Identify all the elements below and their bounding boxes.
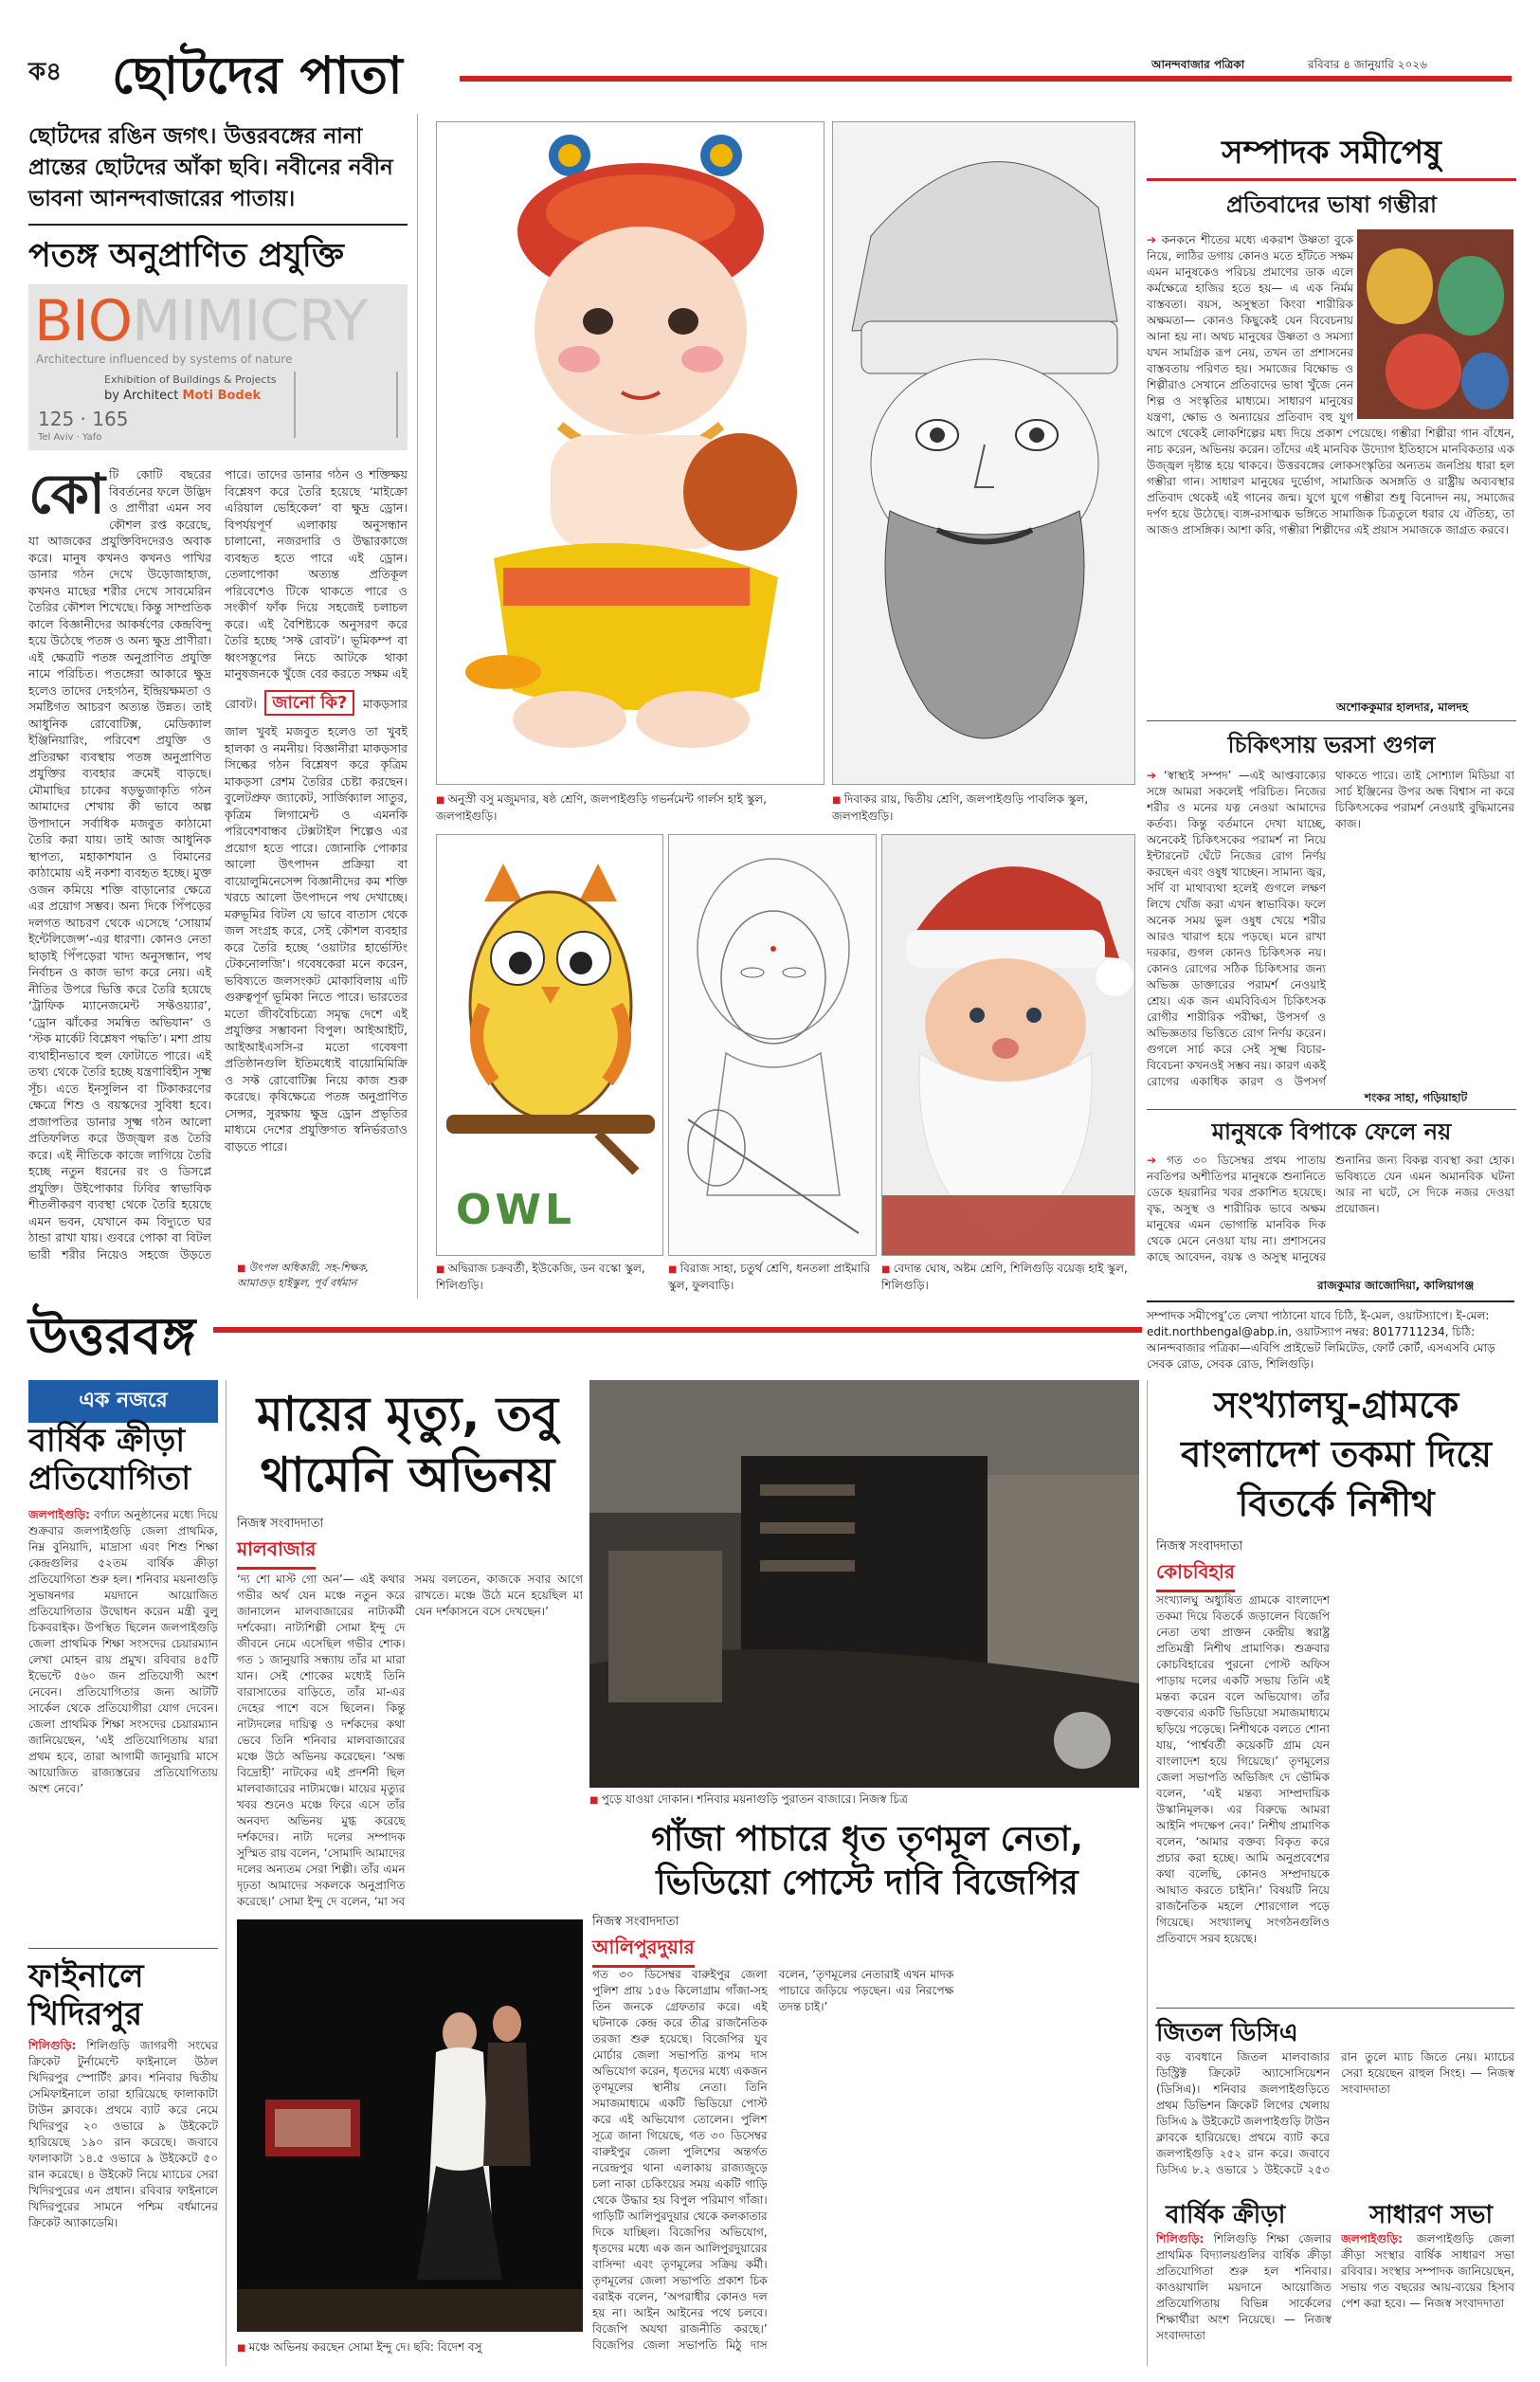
fire-photo <box>589 1380 1139 1788</box>
letter1-title: প্রতিবাদের ভাষা গম্ভীরা <box>1225 191 1438 218</box>
fire-caption: ■ পুড়ে যাওয়া দোকান। শনিবার ময়নাগুড়ি পুরাতন বাজারে। নিজস্ব চিত্র <box>589 1791 1139 1809</box>
goddess-drawing <box>668 834 877 1256</box>
mother-headline: মায়ের মৃত্যু, তবু থামেনি অভিনয় <box>256 1387 559 1502</box>
general-meeting-body: জলপাইগুড়ি: জলপাইগুড়ি জেলা ক্রীড়া সংস্থার বার্ষিক সাধারণ সভা রবিবার। সংস্থার সম্পাদক জানিয়েছেন, সভায় গত বছরের আয়-ব্যয়ের হিসাব পেশ করা হবে। — নিজস্ব সংবাদদাতা <box>1341 2232 1514 2310</box>
ganja-headline: গাঁজা পাচারে ধৃত তৃণমূল নেতা, ভিডিয়ো পোস্টে দাবি বিজেপির <box>651 1820 1083 1902</box>
brief1-body: জলপাইগুড়ি: বর্ণাঢ্য অনুষ্ঠানের মধ্যে দিয়ে শুক্রবার জলপাইগুড়ি জেলা প্রাথমিক, নিম্ন বুনিয়াদি, মাদ্রাসা এবং শিশু শিক্ষা কেন্দ্রগুলির ৫২তম বার্ষিক ক্রীড়া প্রতিযোগিতা শুরু হল। শনিবার ময়নাগুড়ি সুভাষনগর ময়দানে আয়োজিত প্রতিযোগিতার উদ্বোধন করেন মন্ত্রী বুলু চিকবরাইক। উপস্থিত ছিলেন জলপাইগুড়ি জেলা প্রাথমিক শিক্ষা সংসদের চেয়ারম্যান লেখা মোহন রায় প্রমুখ। রবিবার ৪৫টি ইভেন্টে ৫৬০ জন প্রতিযোগী অংশ নেবেন। প্রতিযোগিতার জন্য আটটি সার্কেল থেকে প্রতিযোগীরা যোগ দেবেন। জেলা প্রাথমিক শিক্ষা সংসদের চেয়ারম্যান জানিয়েছেন, ‘এই প্রতিযোগিতায় যারা প্রথম হবে, তারা আগামী জানুয়ারি মাসে আয়োজিত রাজ্যস্তরের প্রতিযোগিতায় অংশ নেবে।’ <box>28 1508 218 1795</box>
biomimicry-poster <box>28 284 408 450</box>
letter3-sign: রাজকুমার জাজোদিয়া, কালিয়াগঞ্জ <box>1317 1279 1475 1292</box>
oldman-caption: ■ দিবাকর রায়, দ্বিতীয় শ্রেণি, জলপাইগুড়ি পাবলিক স্কুল, জলপাইগুড়ি। <box>832 791 1135 824</box>
brief1-place: জলপাইগুড়ি: <box>28 1508 90 1521</box>
page-number: ক৪ <box>28 58 63 86</box>
letter2-title: চিকিৎসায় ভরসা গুগল <box>1227 732 1436 758</box>
patanga-headline: পতঙ্গ অনুপ্রাণিত প্রযুক্তি <box>28 237 344 275</box>
krishna-caption: ■ অনুস্রী বসু মজুমদার, ষষ্ঠ শ্রেণি, জলপাইগুড়ি গভর্নমেন্ট গার্লস হাই স্কুল, জলপাইগুড়ি। <box>436 791 824 824</box>
minority-place: কোচবিহার <box>1156 1558 1235 1592</box>
jano-ki-body: মাকড়সার জাল খুবই মজবুত হলেও তা খুবই হালকা ও নমনীয়। বিজ্ঞানীরা মাকড়সার সিল্কের গঠন বিশ্লেষণ করে কৃত্রিম মাকড়সা রেশম তৈরির চেষ্টা করছেন। বুলেটপ্রুফ জ্যাকেট, সার্জিক্যাল সাতুর, কৃত্রিম লিগামেন্ট ও এমনকি পরিবেশবান্ধব টেক্সটাইল শিল্পেও এর প্রয়োগ হতে পারে। জোনাকি পোকার আলো উৎপাদন প্রক্রিয়া বা বায়োলুমিনেসেন্স বিজ্ঞানীদের কম শক্তি খরচে আলো উৎপাদনে পথ দেখাচ্ছে। মরুভূমির বিটল যে ভাবে বাতাস থেকে জল সংগ্রহ করে, সেই কৌশল ব্যবহার করে তৈরি হচ্ছে ‘ওয়াটার হার্ভেস্টিং টেকনোলজি’। গবেষকেরা মনে করেন, ভবিষ্যতে জলসংকট মোকাবিলায় এটি গুরুত্বপূর্ণ ভূমিকা নিতে পারে। ভারতের মতো জীববৈচিত্র্যে সমৃদ্ধ দেশে এই প্রযুক্তির সম্ভাবনা বিপুল। আইআইটি, আইআইএসসি-র মতো গবেষণা প্রতিষ্ঠানগুলি ইতিমধ্যেই বায়োমিমিক্রি ও সফ্ট রোবোটিক্স নিয়ে কাজ শুরু করেছে। কৃষিক্ষেত্রে পতঙ্গ অনুপ্রাণিত সেন্সর, সুরক্ষায় ক্ষুদ্র ড্রোন প্রভৃতির মাধ্যমে দেশের প্রযুক্তিগত স্বনির্ভরতাও বাড়তে পারে। <box>225 696 408 1154</box>
issue-date: রবিবার ৪ জানুয়ারি ২০২৬ <box>1308 58 1427 71</box>
mother-place: মালবাজার <box>237 1536 316 1570</box>
patanga-article <box>28 466 408 1272</box>
ganja-reporter: নিজস্ব সংবাদদাতা <box>592 1915 679 1929</box>
brief-tab: এক নজরে <box>28 1380 218 1423</box>
goddess-caption: ■ বিরাজ সাহা, চতুর্থ শ্রেণি, ধনতলা প্রাইমারি স্কুল, ফুলবাড়ি। <box>668 1261 872 1293</box>
brief2-title: ফাইনালে খিদিরপুর <box>28 1957 144 2033</box>
dca-body: বড় ব্যবধানে জিতল মালবাজার ডিস্ট্রিক্ট ক্রিকেট অ্যাসোসিয়েশন (ডিসিএ)। শনিবার জলপাইগুড়িতে প্রথম ডিভিশন ক্রিকেট লিগের খেলায় ডিসিএ ৯ উইকেটে জলপাইগুড়ি টাউন ক্লাবকে হারিয়েছে। প্রথমে ব্যাট করে জলপাইগুড়ি ২৫২ রান করে। জবাবে ডিসিএ ৮.২ ওভারে ১ উইকেটে ২৫৩ রান তুলে ম্যাচ জিতে নেয়। ম্যাচের সেরা হয়েছেন রাহুল সিংহ। — নিজস্ব সংবাদদাতা <box>1156 2050 1514 2176</box>
poster-by: by Architect <box>104 389 179 403</box>
paper-name: আনন্দবাজার পত্রিকা <box>1151 58 1245 71</box>
letter-divider-2 <box>1147 1109 1516 1110</box>
owl-caption: ■ অদ্বিরাজ চক্রবর্তী, ইউকেজি, ডন বস্কো স্কুল, শিলিগুড়ি। <box>436 1261 654 1293</box>
letter-divider-1 <box>1147 720 1516 721</box>
sports-title: বার্ষিক ক্রীড়া <box>1166 2201 1286 2229</box>
minority-body: সংখ্যালঘু অধ্যুষিত গ্রামকে বাংলাদেশ তকমা দিয়ে বিতর্কে জড়ালেন বিজেপি নেতা তথা প্রাক্তন কেন্দ্রীয় স্বরাষ্ট্র প্রতিমন্ত্রী নিশীথ প্রামাণিক। শুক্রবার কোচবিহারের পুরনো পোস্ট অফিস পাড়ায় দলের একটি সভায় তিনি এই মন্তব্য করেন বলে অভিযোগ। তাঁর বক্তব্যের একটি ভিডিয়ো সমাজমাধ্যমে ছড়িয়ে পড়েছে। নিশীথকে বলতে শোনা যায়, ‘পার্শ্ববর্তী কয়েকটি গ্রাম যেন বাংলাদেশ হয়ে গিয়েছে।’ তৃণমূলের জেলা সভাপতি অভিজিৎ দে ভৌমিক বলেন, ‘এই মন্তব্য সাম্প্রদায়িক উস্কানিমূলক। এর বিরুদ্ধে আমরা আইনি পদক্ষেপ নেব।’ নিশীথ প্রামাণিক বলেন, ‘আমার বক্তব্য বিকৃত করে প্রচার করা হচ্ছে। আমি অনুপ্রবেশের কথা বলেছি, কোনও সম্প্রদায়কে আঘাত করতে চাইনি।’ বিষয়টি নিয়ে রাজনৈতিক মহলে শোরগোল পড়ে গিয়েছে। সংখ্যালঘু সংগঠনগুলিও প্রতিবাদে সরব হয়েছে। <box>1156 1593 1330 1945</box>
col-divider-3 <box>1147 1380 1148 2366</box>
poster-architect: Moti Bodek <box>182 389 262 403</box>
letter2-body: ➔ ‘স্বাস্থ্যই সম্পদ’ —এই আপ্তবাক্যের সঙ্গে আমরা সকলেই পরিচিত। নিজের শরীর ও মনের যত্ন নেওয়া আমাদের কর্তব্য। কিন্তু বর্তমানে দেখা যাচ্ছে, অনেকেই চিকিৎসকের পরামর্শ না নিয়ে ইন্টারনেট ঘেঁটে নিজের রোগ নির্ণয় করছেন এবং ওষুধ খাচ্ছেন। সামান্য জ্বর, সর্দি বা মাথাব্যথা হলেই গুগলে লক্ষণ লিখে খোঁজ করা এখন স্বাভাবিক। ফলে অনেক সময় ভুল ওষুধ খেয়ে শরীর আরও খারাপ হয়ে পড়ছে। মনে রাখা দরকার, গুগল কোনও চিকিৎসক নয়। কোনও রোগের সঠিক চিকিৎসার জন্য অভিজ্ঞ ডাক্তারের পরামর্শ নেওয়াই শ্রেয়। এক জন এমবিবিএস চিকিৎসক রোগীর শারীরিক পরীক্ষা, উপসর্গ ও অভিজ্ঞতার ভিত্তিতে রোগ নির্ণয় করেন। গুগলে সার্চ করে সেই সূক্ষ্ম বিচার-বিবেচনা কখনওই সম্ভব নয়। কারণ একই রোগের একাধিক কারণ ও উপসর্গ থাকতে পারে। তাই সোশ্যাল মিডিয়া বা সার্চ ইঞ্জিনের উপর অন্ধ বিশ্বাস না করে চিকিৎসকের পরামর্শ নেওয়াই বুদ্ধিমানের কাজ। <box>1147 769 1514 1088</box>
minority-reporter: নিজস্ব সংবাদদাতা <box>1156 1539 1243 1554</box>
intro-text: ছোটদের রঙিন জগৎ। উত্তরবঙ্গের নানা প্রান্তের ছোটদের আঁকা ছবি। নবীনের নবীন ভাবনা আনন্দবাজারের পাতায়। <box>28 124 393 211</box>
uttarbanga-title: উত্তরবঙ্গ <box>28 1306 196 1366</box>
poster-subtitle: Architecture influenced by systems of nature <box>36 353 293 366</box>
jano-ki-label: জানো কি? <box>264 690 354 717</box>
section-title: ছোটদের পাতা <box>112 45 403 105</box>
poster-place: Tel Aviv · Yafo <box>38 432 102 443</box>
minority-headline: সংখ্যালঘু-গ্রামকে বাংলাদেশ তকমা দিয়ে বিতর্কে নিশীথ <box>1181 1384 1492 1524</box>
patanga-byline: ■ উৎপল অধিকারী, সহ-শিক্ষক, আমাগুড় হাইস্কুল, পূর্ব বর্ধমান <box>237 1261 408 1290</box>
poster-title-a: BIO <box>34 288 133 355</box>
patanga-body: টি কোটি বছরের বিবর্তনের ফলে উদ্ভিদ ও প্রাণীরা এমন সব কৌশল রপ্ত করেছে, যা আজকের প্রযুক্তিবিদদেরও অবাক করে। মানুষ কখনও কখনও পাখির ডানার গঠন দেখে উড়োজাহাজ, কখনও মাছের শরীর দেখে সাবমেরিন তৈরির কৌশল শিখেছে। কিন্তু সাম্প্রতিক কালে বিজ্ঞানীদের আকর্ষণের কেন্দ্রবিন্দু হয়ে উঠেছে পতঙ্গ ও অন্য ক্ষুদ্র প্রাণীরা। এই ক্ষেত্রটি পতঙ্গ অনুপ্রাণিত প্রযুক্তি নামে পরিচিত। পতঙ্গেরা আকারে ক্ষুদ্র হলেও তাদের দেহগঠন, ইন্দ্রিয়ক্ষমতা ও সমষ্টিগত আচরণ অত্যন্ত উন্নত। তাই আধুনিক রোবোটিক্স, মেডিক্যাল ইঞ্জিনিয়ারিং, পরিবেশ প্রযুক্তি ও প্রতিরক্ষা ব্যবস্থায় পতঙ্গ অনুপ্রাণিত প্রযুক্তির ব্যবহার ক্রমেই বাড়ছে। মৌমাছির চাকের ষড়ভুজাকৃতি গঠন আমাদের শেখায় কী ভাবে অল্প উপাদানে সর্বাধিক মজবুত কাঠামো তৈরি করা যায়। তাই আজ আধুনিক স্থাপত্য, মহাকাশযান ও বিমানের কাঠামোয় এই নকশা ব্যবহৃত হচ্ছে। মুক্ত ওজন কমিয়ে শক্তি বাড়ানোর ক্ষেত্রে এর প্রয়োগ সম্ভব। অন্য দিকে পিঁপড়ের দলগত আচরণ থেকে এসেছে ‘সোয়ার্ম ইন্টেলিজেন্স’-এর ধারণা। কোনও নেতা ছাড়াই পিঁপড়েরা খাদ্য অনুসন্ধান, পথ নির্বাচন ও কাজ ভাগ করে নেয়। এই নীতির উপরে ভিত্তি করে তৈরি হয়েছে ‘ট্রাফিক ম্যানেজমেন্ট সফ্টওয়্যার’, ‘ড্রোন ঝাঁকের সমন্বিত অভিযান’ ও ‘স্টক মার্কেট বিশ্লেষণ পদ্ধতি’। মশা প্রায় ব্যথাহীনভাবে হুল ফোটাতে পারে। এই তথ্য থেকে তৈরি হচ্ছে যন্ত্রণাবিহীন সূক্ষ্ম সূঁচ। এতে ইনসুলিন বা টিকাকরণের ক্ষেত্রে শিশু ও বয়স্কদের সুবিধা হবে। প্রজাপতির ডানার সূক্ষ্ম গঠন আলো প্রতিফলিত করে উজ্জ্বল রঙ তৈরি করে। এই নীতিকে কাজে লাগিয়ে তৈরি হচ্ছে নতুন ধরনের রং ও ডিসপ্লে প্রযুক্তি। উইপোকার ঢিবির স্বাভাবিক শীতলীকরণ ব্যবস্থা থেকে তৈরি হয়েছে এমন ভবন, যেখানে কম বিদ্যুতে ঘর ঠান্ডা রাখা যায়। গুবরে পোকা বা বিটল ভারী শরীর নিয়েও সহজে উড়তে পারে। তাদের ডানার গঠন ও শক্তিক্ষয় বিশ্লেষণ করে তৈরি হয়েছে ‘মাইক্রো এরিয়াল ভেহিকেল’ বা ক্ষুদ্র ড্রোন। বিপর্যয়পূর্ণ এলাকায় অনুসন্ধান চালানো, নজরদারি ও উদ্ধারকাজে ব্যবহৃত হতে পারে এই ড্রোন। তেলাপোকা অত্যন্ত প্রতিকূল পরিবেশেও টিকে থাকতে পারে ও সংকীর্ণ ফাঁক দিয়ে সহজেই চলাচল করে। এই বৈশিষ্ট্যকে অনুসরণ করে তৈরি হচ্ছে ‘সফ্ট রোবট’। ভূমিকম্প বা ধ্বংসস্তূপের নিচে আটকে থাকা মানুষজনকে খুঁজে বের করতে সক্ষম এই রোবট। <box>28 467 408 1262</box>
editorial-head: সম্পাদক সমীপেষু <box>1222 134 1441 172</box>
brief1-title: বার্ষিক ক্রীড়া প্রতিযোগিতা <box>28 1422 191 1498</box>
sports-place: শিলিগুড়ি: <box>1156 2232 1205 2246</box>
letter2-sign: শংকর সাহা, গড়িয়াহাট <box>1365 1091 1468 1104</box>
letter3-body: ➔ গত ৩০ ডিসেম্বর প্রথম পাতায় নবতিপর অশীতিপর মানুষকে শুনানিতে ডেকে হয়রানির খবর প্রকাশিত হয়েছে। বৃদ্ধ, অসুস্থ ও শারীরিক ভাবে অক্ষম মানুষের এমন ভোগান্তি মানবিক দিক থেকে মেনে নেওয়া যায় না। প্রশাসনের কাছে আবেদন, বয়স্ক ও অসুস্থ মানুষের শুনানির জন্য বিকল্প ব্যবস্থা করা হোক। ভবিষ্যতে যেন এমন অমানবিক ঘটনা আর না ঘটে, সে দিকে নজর দেওয়া প্রয়োজন। <box>1147 1154 1514 1264</box>
oldman-drawing <box>832 121 1135 785</box>
brief2-place: শিলিগুড়ি: <box>28 2039 77 2052</box>
poster-columns-graphic <box>294 372 398 438</box>
editorial-footer-note: সম্পাদক সমীপেষু’তে লেখা পাঠানো যাবে চিঠি, ই-মেল, ওয়াটস্যাপে। ই-মেল: edit.northbengal@abp.in, ওয়াটস্যাপ নম্বর: 8017711234, চিঠি: আনন্দবাজার পত্রিকা—এবিপি প্রাইভেট লিমিটেড, ফোর্ট কোর্ট, এসএসবি মোড় সেবক রোড, সেবক রোড, শিলিগুড়ি। <box>1147 1300 1514 1373</box>
general-meeting-title: সাধারণ সভা <box>1369 2201 1493 2229</box>
ganja-place: আলিপুরদুয়ার <box>592 1934 695 1968</box>
dropcap: কো <box>28 466 105 526</box>
owl-text: OWL <box>456 1186 575 1234</box>
letter1-sign: অশোককুমার হালদার, মালদহ <box>1336 700 1469 714</box>
stage-caption: ■ মঞ্চে অভিনয় করছেন সোমা ইন্দু দে। ছবি: বিদেশ বসু <box>237 2339 583 2356</box>
letter1-body: ➔ কনকনে শীতের মধ্যে একরাশ উষ্ণতা বুকে নিয়ে, লাঠির ডগায় কোনও মতে হাঁটতে সক্ষম এমন মানুষকেও পরিচয় প্রমাণের ডাক এলে কর্মক্ষেত্রে হাজির হতে হয়— এ এক নির্মম বাস্তবতা। বয়স, অসুস্থতা কিংবা শারীরিক অক্ষমতা— কোনও কিছুকেই যেন বিবেচনায় আনা হয় না। অথচ মানুষের উষ্ণতা ও সমস্যা যখন সামগ্রিক রূপ নেয়, তখন তা প্রশাসনের বাস্তবতায় পরিণত হয়। সমাজের বিক্ষোভ ও শিল্পীরাও সেখানে প্রতিবাদের ভাষা খুঁজে নেন শিল্প ও সংস্কৃতির মাধ্যমে। সাধারণ মানুষের যন্ত্রণা, ক্ষোভ ও অন্যায়ের প্রতিবাদ বহু যুগ আগে থেকেই লোকশিল্পের মধ্য দিয়ে প্রকাশ পেয়েছে। গম্ভীরা শিল্পীরা গান বাঁধেন, নাচ করেন, অভিনয় করেন। তাঁদের এই মানবিক উদ্যোগ ইতিহাসে মানবিকতার এক উজ্জ্বল দৃষ্টান্ত হয়ে থাকবে। উত্তরবঙ্গের লোকসংস্কৃতির অন্যতম জনপ্রিয় ধারা হল গম্ভীরা গান। সাধারণ মানুষের দুর্ভোগ, সামাজিক অসঙ্গতি ও রাষ্ট্রীয় অব্যবস্থার প্রতিবাদ থেকেই এই গানের জন্ম। যুগে যুগে গম্ভীরা শুধু বিনোদন নয়, সমাজের দর্পণ হয়ে উঠেছে। ব্যঙ্গ-রসাত্মক ভঙ্গিতে সামাজিক চিত্রতুলে ধরার যে ঐতিহ্য, তা আজও প্রাসঙ্গিক। আশা করি, গম্ভীরা শিল্পীদের এই প্রয়াস সমাজকে জাগ্রত করবে। <box>1147 233 1514 536</box>
brief-divider <box>28 1948 218 1949</box>
right-divider-1 <box>1156 2008 1514 2009</box>
uttarbanga-rule <box>213 1327 1142 1333</box>
masthead-rule <box>460 76 1512 82</box>
poster-number: 125 · 165 <box>38 408 129 430</box>
owl-drawing <box>436 834 663 1256</box>
brief2-body: শিলিগুড়ি: শিলিগুড়ি জাগরণী সংঘের ক্রিকেট টুর্নামেন্টে ফাইনালে উঠল খিদিরপুর স্পোর্টিং ক্লাব। শনিবার দ্বিতীয় সেমিফাইনালে তারা হারিয়েছে ফালাকাটা টাউন ক্লাবকে। প্রথমে ব্যাট করে নেমে খিদিরপুর ২০ ওভারে ৯ উইকেটে হারিয়েছে ১৯০ রান করেছে। জবাবে ফালাকাটা ১৪.৫ ওভারে ৯ উইকেটে ৫০ রান করেছে। ৪ উইকেট নিয়ে ম্যাচের সেরা খিদিরপুরের এন প্রধান। রবিবার ফাইনালে খিদিরপুরের সামনে পশ্চিম বর্ধমানের ক্রিকেট অ্যাকাডেমি। <box>28 2039 218 2229</box>
general-meeting-place: জলপাইগুড়ি: <box>1341 2232 1403 2246</box>
intro-divider <box>28 224 408 226</box>
col-divider-1 <box>417 114 418 1299</box>
sports-body: শিলিগুড়ি: শিলিগুড়ি শিক্ষা জেলার প্রাথমিক বিদ্যালয়গুলির বার্ষিক ক্রীড়া প্রতিযোগিতা শুরু হল শনিবার। কাওয়াখালি ময়দানে আয়োজিত প্রতিযোগিতায় বিভিন্ন সার্কেলের শিক্ষার্থীরা অংশ নিয়েছে। — নিজস্ব সংবাদদাতা <box>1156 2232 1332 2342</box>
krishna-drawing <box>436 121 824 785</box>
mother-reporter: নিজস্ব সংবাদদাতা <box>237 1517 324 1531</box>
santa-drawing <box>881 834 1135 1256</box>
poster-exhibit: Exhibition of Buildings & Projects <box>104 373 277 386</box>
santa-caption: ■ বেদান্ত ঘোষ, অষ্টম শ্রেণি, শিলিগুড়ি বয়েজ় হাই স্কুল, শিলিগুড়ি। <box>881 1261 1135 1293</box>
mother-body: ‘দ্য শো মাস্ট গো অন’— এই কথার গভীর অর্থ যেন মঞ্চে নতুন করে জানালেন মালবাজারের নাট্যকর্মী দর্শকেরা। নাট্যশিল্পী সোমা ইন্দু দে জীবনে নেমে এসেছিল গভীর শোক। গত ১ জানুয়ারি সন্ধ্যায় তাঁর মা মারা যান। সেই শোকের মধ্যেই তিনি বারাসাতের বাড়িতে, তাঁর মা-এর দেহের পাশে বসে ছিলেন। কিন্তু নাট্যদলের দায়িত্ব ও দর্শকদের কথা ভেবে তিনি শনিবার মালবাজারের মঞ্চে উঠে অভিনয় করেছেন। ‘অন্ধ বিদ্রোহী’ নাটকের এই প্রদর্শনী ছিল মালবাজারের নাট্যমঞ্চে। মায়ের মৃত্যুর খবর শুনেও মঞ্চে ফিরে এসে তাঁর অনবদ্য অভিনয় মুগ্ধ করেছে দর্শকদের। নাট্য দলের সম্পাদক সুস্মিত রায় বলেন, ‘সোমাদি আমাদের দলের অন্যতম সেরা শিল্পী। তাঁর এমন দৃঢ়তা আমাদের সকলকে অনুপ্রাণিত করেছে।’ সোমা ইন্দু দে বলেন, ‘মা সব সময় বলতেন, কাজকে সবার আগে রাখতে। মঞ্চে উঠে মনে হয়েছিল মা যেন দর্শকাসনে বসে দেখছেন।’ <box>237 1573 583 1908</box>
poster-title-b: MIMICRY <box>132 288 368 355</box>
letter3-title: মানুষকে বিপাকে ফেলে নয় <box>1211 1118 1452 1145</box>
ganja-body: গত ৩০ ডিসেম্বর বারুইপুর জেলা পুলিশ প্রায় ১৫৬ কিলোগ্রাম গাঁজা-সহ তিন জনকে গ্রেফতার করে। এই ঘটনাকে কেন্দ্র করে তীব্র রাজনৈতিক তরজা শুরু হয়েছে। বিজেপির যুব মোর্চার জেলা সভাপতি রূপম দাস অভিযোগ করেন, ধৃতদের মধ্যে একজন তৃণমূলের স্থানীয় নেতা। তিনি সমাজমাধ্যমে একটি ভিডিয়ো পোস্ট করে এই অভিযোগ তোলেন। পুলিশ সূত্রে জানা গিয়েছে, গত ৩০ ডিসেম্বর বারুইপুর জেলা পুলিশের অন্তর্গত নরেন্দ্রপুর থানা এলাকায় রাজ্যজুড়ে চলা নাকা চেকিংয়ের সময় একটি গাড়ি থেকে উদ্ধার হয় বিপুল পরিমাণ গাঁজা। গাড়িটি আলিপুরদুয়ার থেকে কলকাতার দিকে যাচ্ছিল। বিজেপির অভিযোগ, ধৃতদের মধ্যে এক জন আলিপুরদুয়ারের বাসিন্দা এবং তৃণমূলের সক্রিয় কর্মী। তৃণমূলের জেলা সভাপতি প্রকাশ চিক বরাইক বলেন, ‘অপরাধীর কোনও দল হয় না। আইন আইনের পথে চলবে। বিজেপি অযথা রাজনীতি করছে।’ বিজেপির জেলা সভাপতি মিঠু দাস বলেন, ‘তৃণমূলের নেতারাই এখন মাদক পাচারে জড়িয়ে পড়ছেন। এর নিরপেক্ষ তদন্ত চাই।’ <box>592 1968 954 2352</box>
editorial-rule <box>1147 178 1516 181</box>
stage-photo <box>237 1919 583 2332</box>
dca-title: জিতল ডিসিএ <box>1156 2019 1298 2047</box>
